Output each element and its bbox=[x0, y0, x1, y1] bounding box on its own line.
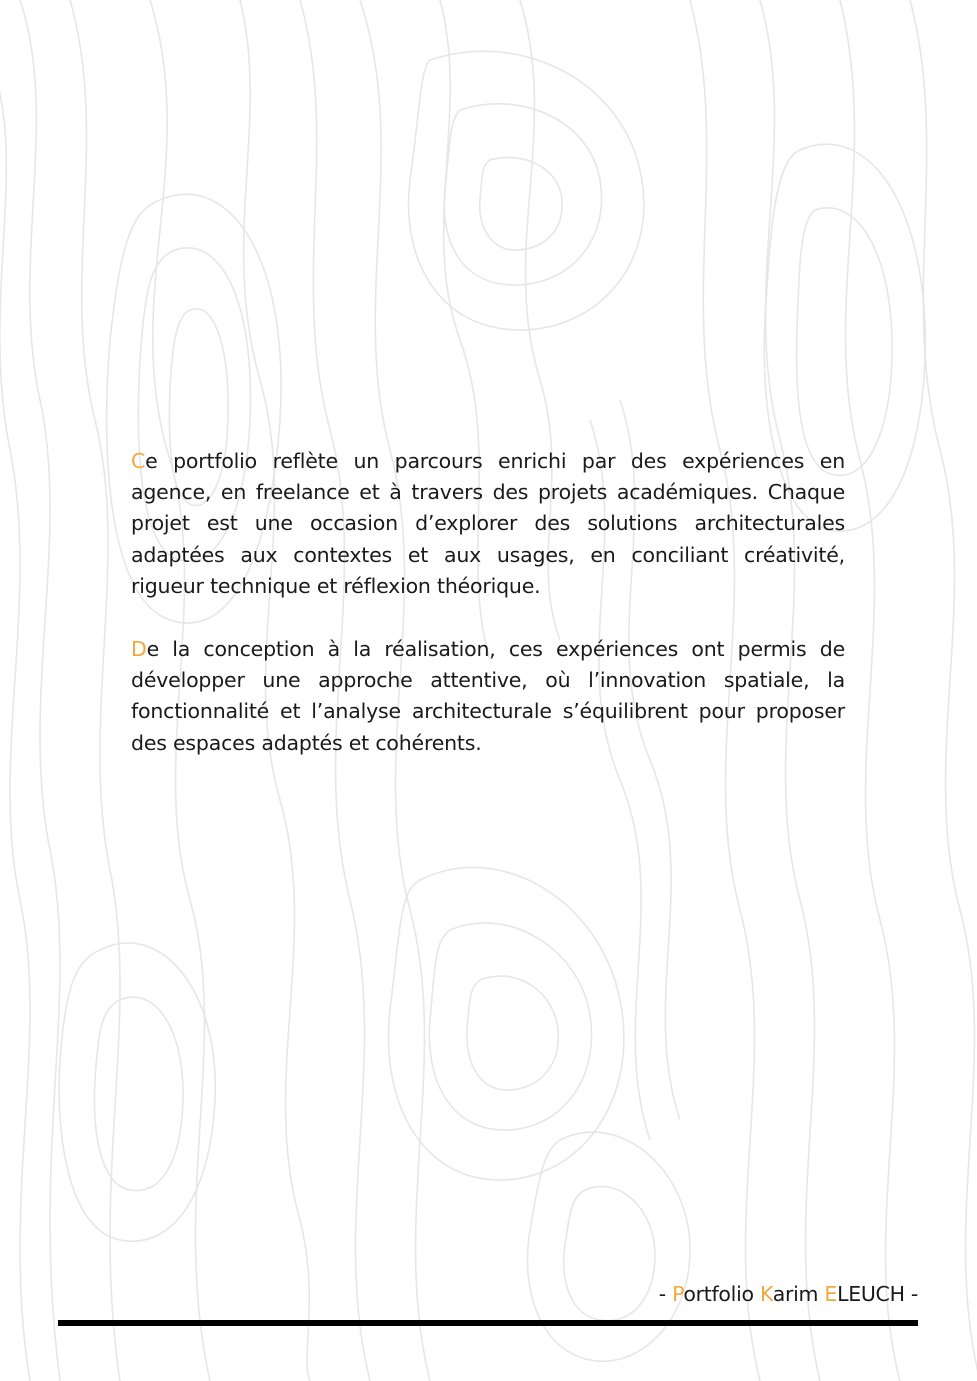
intro-paragraph-2 bbox=[131, 634, 845, 759]
footer-divider bbox=[58, 1320, 918, 1326]
paragraph-1-text: e portfolio reflète un parcours enrichi par des expériences en agence, en freelance et à travers des projets académiques. Chaque projet est une occasion d’explorer des solutions architecturales adaptées aux contextes et aux usages, en conciliant créativité, rigueur technique et réflexion théorique. bbox=[131, 449, 845, 598]
paragraph-1-initial: C bbox=[131, 449, 146, 473]
intro-paragraph-1 bbox=[131, 446, 845, 602]
footer-portfolio-title bbox=[659, 1282, 918, 1306]
footer-initial-e: E bbox=[824, 1282, 838, 1306]
paragraph-2-text: e la conception à la réalisation, ces expériences ont permis de développer une approche attentive, où l’innovation spatiale, la fonctionnalité et l’analyse architecturale s’équilibrent pour proposer des espaces adaptés et cohérents. bbox=[131, 637, 845, 755]
paragraph-2-initial: D bbox=[131, 637, 147, 662]
footer-prefix: - bbox=[658, 1282, 673, 1306]
intro-text bbox=[131, 446, 845, 759]
footer-initial-p: P bbox=[672, 1282, 684, 1306]
footer-word-portfolio: ortfolio bbox=[683, 1282, 760, 1306]
footer-word-eleuch: LEUCH - bbox=[837, 1282, 918, 1306]
footer-word-karim: arim bbox=[772, 1282, 825, 1306]
footer-initial-k: K bbox=[759, 1282, 773, 1306]
